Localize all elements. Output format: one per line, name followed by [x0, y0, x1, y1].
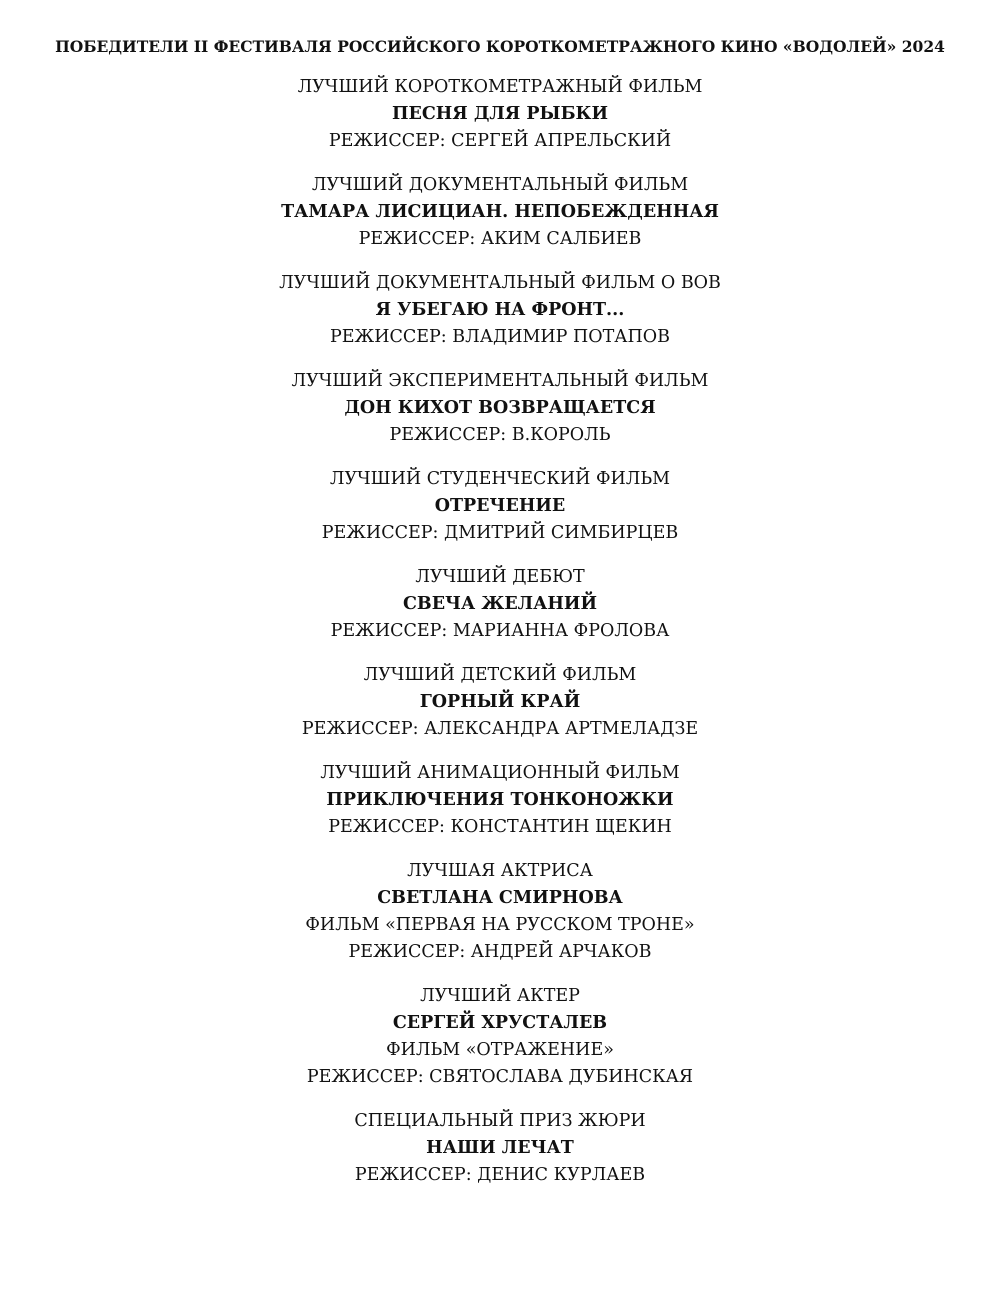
award-category: ЛУЧШИЙ ДЕТСКИЙ ФИЛЬМ [363, 665, 637, 685]
award-category: ЛУЧШИЙ АНИМАЦИОННЫЙ ФИЛЬМ [320, 763, 680, 783]
award-director: РЕЖИССЕР: ВЛАДИМИР ПОТАПОВ [330, 327, 670, 347]
award-category: ЛУЧШИЙ ДОКУМЕНТАЛЬНЫЙ ФИЛЬМ О ВОВ [279, 273, 721, 293]
award-block [0, 760, 1000, 841]
award-category: СПЕЦИАЛЬНЫЙ ПРИЗ ЖЮРИ [354, 1111, 646, 1131]
award-director: РЕЖИССЕР: АНДРЕЙ АРЧАКОВ [348, 942, 652, 962]
award-director: РЕЖИССЕР: ДЕНИС КУРЛАЕВ [354, 1165, 646, 1185]
award-category: ЛУЧШИЙ ДОКУМЕНТАЛЬНЫЙ ФИЛЬМ [311, 175, 689, 195]
award-category: ЛУЧШАЯ АКТРИСА [407, 861, 593, 881]
award-director: РЕЖИССЕР: СВЯТОСЛАВА ДУБИНСКАЯ [306, 1067, 694, 1087]
awards-list [0, 74, 1000, 1206]
award-category: ЛУЧШИЙ КОРОТКОМЕТРАЖНЫЙ ФИЛЬМ [297, 77, 703, 97]
award-director: РЕЖИССЕР: В.КОРОЛЬ [389, 425, 611, 445]
award-category: ЛУЧШИЙ СТУДЕНЧЕСКИЙ ФИЛЬМ [329, 469, 671, 489]
award-block [0, 74, 1000, 155]
award-director: РЕЖИССЕР: АЛЕКСАНДРА АРТМЕЛАДЗЕ [301, 719, 699, 739]
award-block [0, 466, 1000, 547]
award-winner: НАШИ ЛЕЧАТ [426, 1138, 574, 1158]
award-winner: ГОРНЫЙ КРАЙ [419, 692, 581, 712]
award-block [0, 172, 1000, 253]
award-director: РЕЖИССЕР: ДМИТРИЙ СИМБИРЦЕВ [321, 523, 679, 543]
award-block [0, 1108, 1000, 1189]
award-director: РЕЖИССЕР: АКИМ САЛБИЕВ [358, 229, 642, 249]
award-block [0, 662, 1000, 743]
award-block [0, 983, 1000, 1091]
award-block [0, 270, 1000, 351]
document-title: ПОБЕДИТЕЛИ II ФЕСТИВАЛЯ РОССИЙСКОГО КОРОТКОМЕТРАЖНОГО КИНО «ВОДОЛЕЙ» 2024 [55, 37, 945, 56]
award-winner: ПРИКЛЮЧЕНИЯ ТОНКОНОЖКИ [326, 790, 674, 810]
award-winner: ДОН КИХОТ ВОЗВРАЩАЕТСЯ [344, 398, 656, 418]
award-winner: СЕРГЕЙ ХРУСТАЛЕВ [392, 1013, 608, 1033]
award-winner: ПЕСНЯ ДЛЯ РЫБКИ [391, 104, 608, 124]
award-block [0, 858, 1000, 966]
award-winner: СВЕТЛАНА СМИРНОВА [377, 888, 623, 908]
award-winner: СВЕЧА ЖЕЛАНИЙ [402, 594, 597, 614]
award-category: ЛУЧШИЙ АКТЕР [420, 986, 580, 1006]
award-director: РЕЖИССЕР: МАРИАННА ФРОЛОВА [330, 621, 670, 641]
award-winner: ТАМАРА ЛИСИЦИАН. НЕПОБЕЖДЕННАЯ [281, 202, 719, 222]
award-winner: ОТРЕЧЕНИЕ [434, 496, 566, 516]
award-film: ФИЛЬМ «ОТРАЖЕНИЕ» [386, 1040, 614, 1060]
award-category: ЛУЧШИЙ ДЕБЮТ [415, 567, 585, 587]
award-film: ФИЛЬМ «ПЕРВАЯ НА РУССКОМ ТРОНЕ» [305, 915, 695, 935]
award-director: РЕЖИССЕР: КОНСТАНТИН ЩЕКИН [328, 817, 672, 837]
award-block [0, 564, 1000, 645]
award-block [0, 368, 1000, 449]
award-category: ЛУЧШИЙ ЭКСПЕРИМЕНТАЛЬНЫЙ ФИЛЬМ [291, 371, 709, 391]
award-winner: Я УБЕГАЮ НА ФРОНТ... [375, 300, 625, 320]
award-director: РЕЖИССЕР: СЕРГЕЙ АПРЕЛЬСКИЙ [328, 131, 672, 151]
